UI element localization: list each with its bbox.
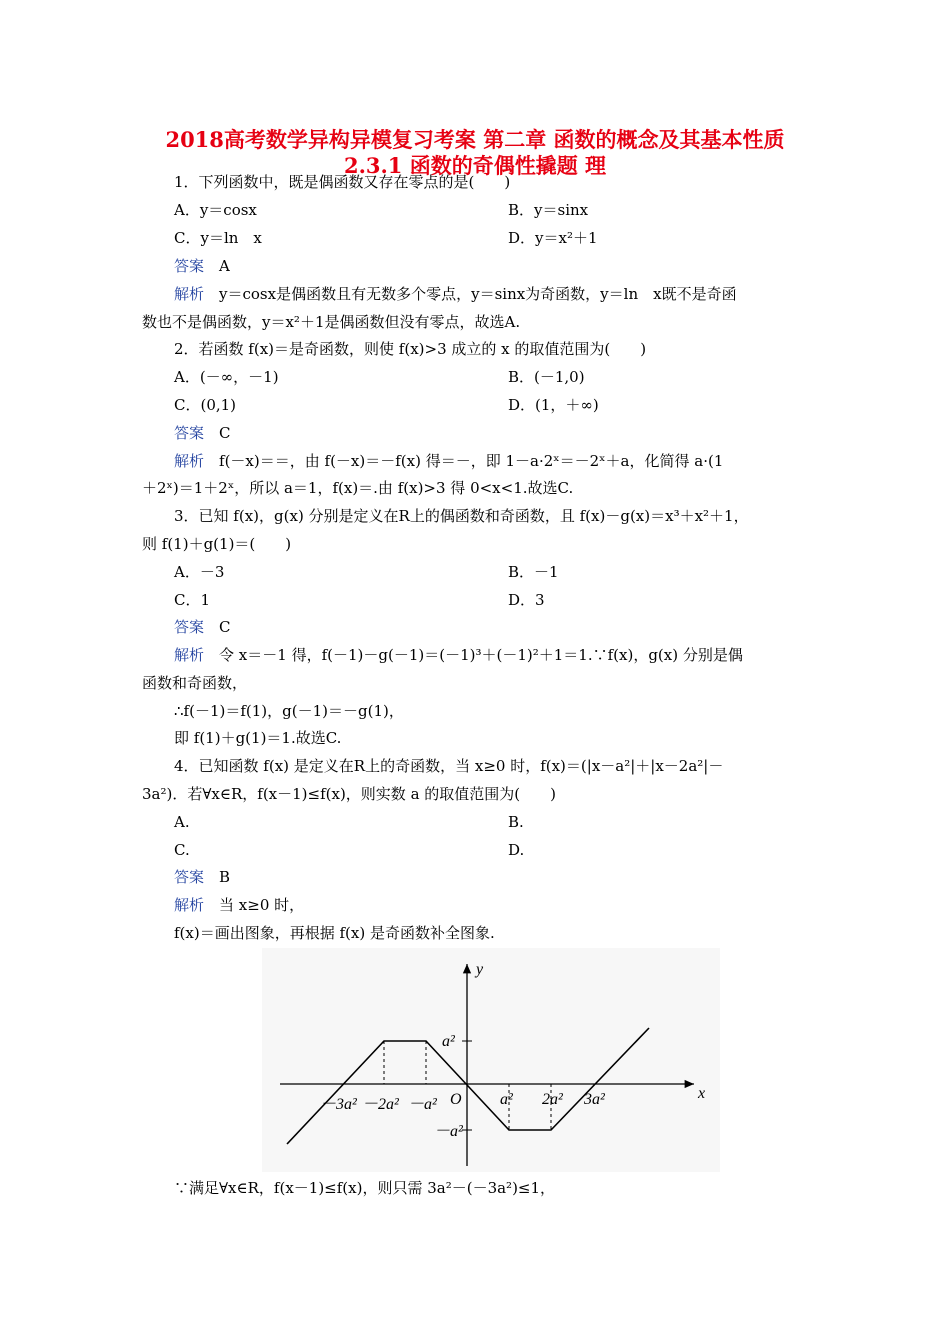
q4-option-c: C. bbox=[174, 841, 190, 859]
function-graph-figure bbox=[262, 948, 720, 1172]
q2-option-d: D．(1，＋∞) bbox=[508, 396, 599, 414]
x-axis-label: x bbox=[698, 1085, 706, 1102]
q3-stem-line-2: 则 f(1)＋g(1)＝( ) bbox=[142, 535, 292, 553]
q2-answer bbox=[174, 423, 231, 443]
analysis-text: y＝cosx是偶函数且有无数多个零点，y＝sinx为奇函数，y＝ln x既不是奇函 bbox=[219, 285, 737, 303]
q3-analysis-line-4: 即 f(1)＋g(1)＝1.故选C. bbox=[174, 729, 342, 747]
analysis-label: 解析 bbox=[174, 452, 205, 470]
q4-option-a: A. bbox=[174, 813, 190, 831]
analysis-text: 令 x＝－1 得，f(－1)－g(－1)＝(－1)³＋(－1)²＋1＝1.∵f(x)，g(x) 分别是偶 bbox=[219, 646, 743, 664]
q4-option-b: B. bbox=[508, 813, 524, 831]
q2-stem: 2．若函数 f(x)＝是奇函数，则使 f(x)>3 成立的 x 的取值范围为( ) bbox=[174, 340, 647, 358]
function-curve bbox=[287, 1028, 649, 1144]
q3-option-c: C．1 bbox=[174, 591, 211, 609]
q4-analysis-line-1 bbox=[174, 895, 304, 915]
answer-label: 答案 bbox=[174, 868, 205, 886]
q1-stem: 1．下列函数中，既是偶函数又存在零点的是( ) bbox=[174, 173, 511, 191]
origin-label: O bbox=[450, 1091, 462, 1108]
analysis-text: f(－x)＝＝，由 f(－x)＝－f(x) 得＝－，即 1－a·2ˣ＝－2ˣ＋a，化简得 a·(1 bbox=[219, 452, 724, 470]
q3-option-d: D．3 bbox=[508, 591, 545, 609]
x-tick-label: －2a² bbox=[362, 1096, 399, 1113]
answer-value: C bbox=[219, 618, 231, 636]
q3-analysis-line-1 bbox=[174, 645, 743, 665]
q4-conclusion: ∵满足∀x∈R，f(x－1)≤f(x)，则只需 3a²－(－3a²)≤1， bbox=[174, 1179, 556, 1197]
y-tick-label: a² bbox=[442, 1033, 455, 1050]
q3-analysis-line-3: ∴f(－1)＝f(1)，g(－1)＝－g(1)， bbox=[174, 702, 404, 720]
q1-analysis-line-2: 数也不是偶函数，y＝x²＋1是偶函数但没有零点，故选A. bbox=[142, 313, 521, 331]
x-tick-label: －3a² bbox=[320, 1096, 357, 1113]
analysis-text: 当 x≥0 时， bbox=[219, 896, 305, 914]
q2-option-a: A．(－∞，－1) bbox=[174, 368, 279, 386]
x-tick-label: 2a² bbox=[542, 1091, 563, 1108]
q1-option-b: B．y＝sinx bbox=[508, 201, 589, 219]
document-title-line-2: 2.3.1 函数的奇偶性撬题 理 bbox=[343, 153, 607, 178]
q4-answer bbox=[174, 867, 230, 887]
document-title-line-1: 2018高考数学异构异模复习考案 第二章 函数的概念及其基本性质 bbox=[165, 127, 785, 152]
x-tick-label: 3a² bbox=[584, 1091, 605, 1108]
q3-analysis-line-2: 函数和奇函数， bbox=[142, 674, 248, 692]
q3-option-b: B．－1 bbox=[508, 563, 559, 581]
q3-option-a: A．－3 bbox=[174, 563, 225, 581]
q2-analysis-line-1 bbox=[174, 451, 723, 471]
answer-value: A bbox=[219, 257, 230, 275]
q3-stem-line-1: 3．已知 f(x)，g(x) 分别是定义在R上的偶函数和奇函数，且 f(x)－g(x)＝x³＋x²＋1， bbox=[174, 507, 749, 525]
y-tick-label: －a² bbox=[434, 1123, 463, 1140]
q4-option-d: D. bbox=[508, 841, 525, 859]
q2-analysis-line-2: ＋2ˣ)＝1＋2ˣ，所以 a＝1，f(x)＝.由 f(x)>3 得 0<x<1.故选C. bbox=[142, 479, 574, 497]
function-graph-svg bbox=[262, 948, 720, 1172]
q3-answer bbox=[174, 617, 231, 637]
answer-label: 答案 bbox=[174, 257, 205, 275]
analysis-label: 解析 bbox=[174, 285, 205, 303]
analysis-label: 解析 bbox=[174, 896, 205, 914]
q1-answer bbox=[174, 256, 230, 276]
y-axis-label: y bbox=[476, 961, 484, 978]
x-tick-label: a² bbox=[500, 1091, 513, 1108]
x-tick-label: －a² bbox=[408, 1096, 437, 1113]
answer-label: 答案 bbox=[174, 618, 205, 636]
analysis-label: 解析 bbox=[174, 646, 205, 664]
q4-stem-line-1: 4．已知函数 f(x) 是定义在R上的奇函数，当 x≥0 时，f(x)＝(|x－a²|＋|x－2a²|－ bbox=[174, 757, 724, 775]
q1-option-d: D．y＝x²＋1 bbox=[508, 229, 598, 247]
answer-value: C bbox=[219, 424, 231, 442]
answer-value: B bbox=[219, 868, 231, 886]
q2-option-b: B．(－1,0) bbox=[508, 368, 585, 386]
q1-option-a: A．y＝cosx bbox=[174, 201, 257, 219]
answer-label: 答案 bbox=[174, 424, 205, 442]
q2-option-c: C．(0,1) bbox=[174, 396, 237, 414]
q4-stem-line-2: 3a²)．若∀x∈R，f(x－1)≤f(x)，则实数 a 的取值范围为( ) bbox=[142, 785, 556, 803]
q1-analysis-line-1 bbox=[174, 284, 737, 304]
q1-option-c: C．y＝ln x bbox=[174, 229, 262, 247]
q4-analysis-line-2: f(x)＝画出图象，再根据 f(x) 是奇函数补全图象. bbox=[174, 924, 495, 942]
